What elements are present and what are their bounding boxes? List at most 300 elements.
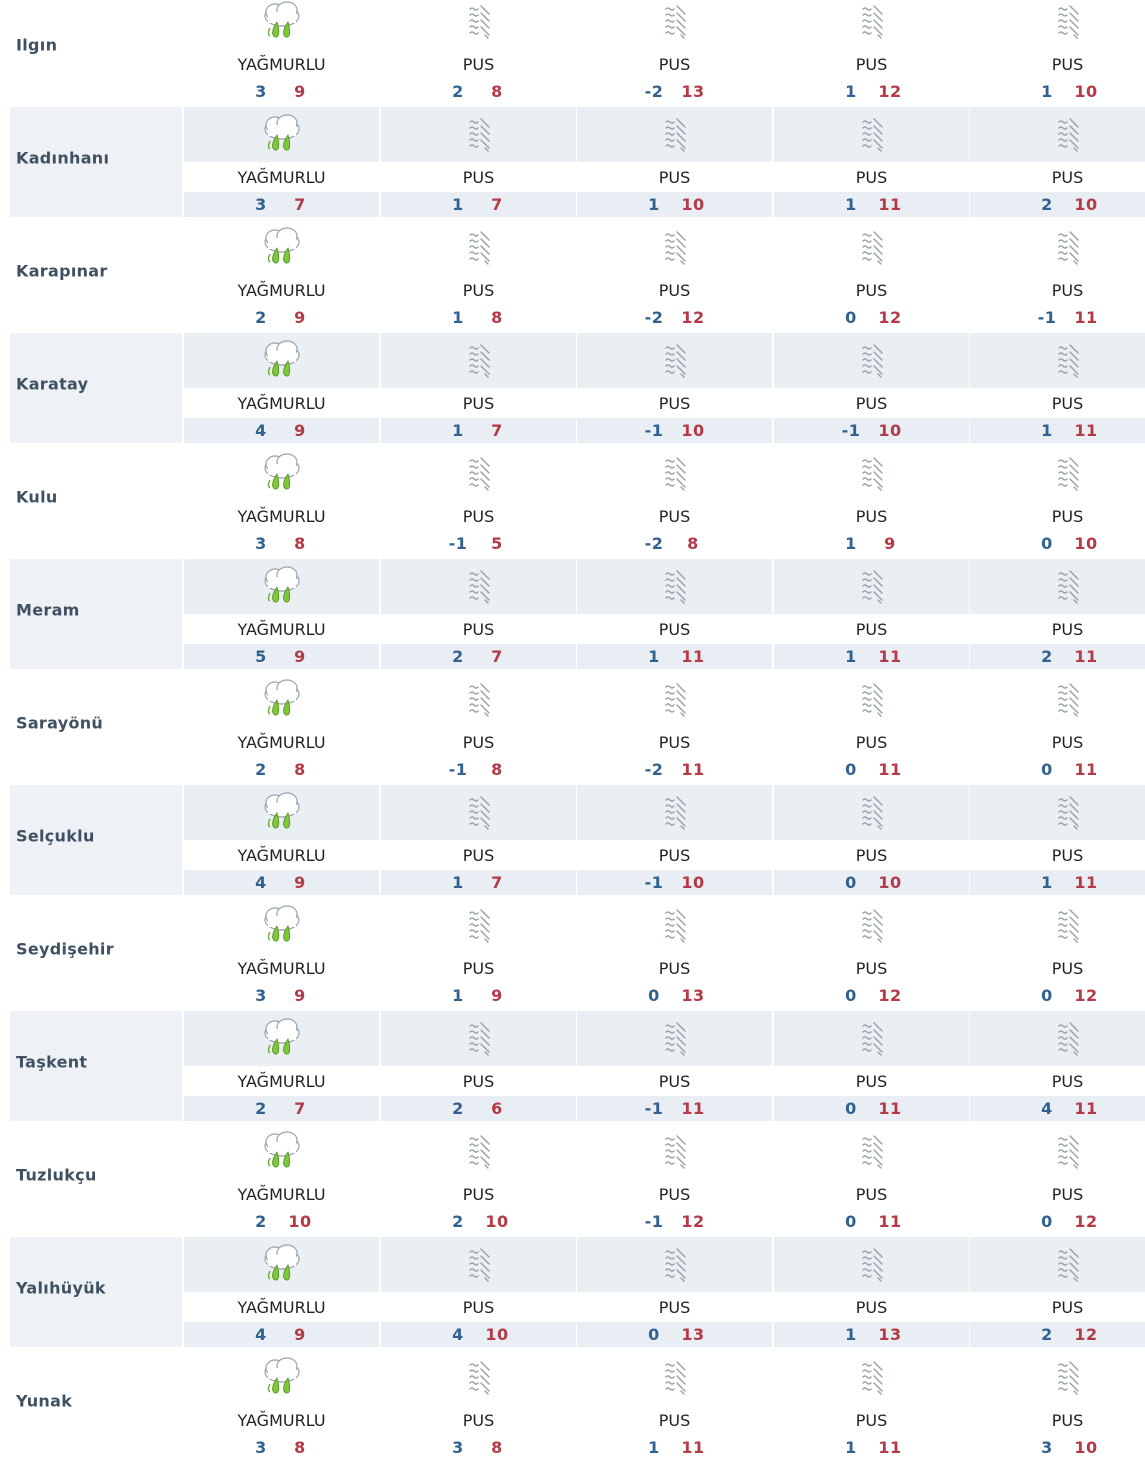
temperature-range bbox=[774, 531, 969, 556]
weather-icon-area bbox=[184, 559, 379, 614]
high-temperature: 7 bbox=[294, 195, 306, 214]
day-forecast-cell bbox=[774, 220, 969, 330]
mist-icon bbox=[1046, 226, 1090, 268]
mist-icon bbox=[653, 452, 697, 494]
high-temperature: 9 bbox=[294, 421, 306, 440]
high-temperature: 9 bbox=[491, 986, 503, 1005]
weather-icon-area bbox=[381, 0, 576, 49]
temperature-range bbox=[774, 1096, 969, 1121]
city-cell bbox=[10, 672, 182, 782]
weather-icon-area bbox=[774, 0, 969, 49]
day-forecast-cell bbox=[184, 1124, 379, 1234]
forecast-row bbox=[0, 220, 1145, 333]
condition-label: PUS bbox=[855, 733, 888, 752]
mist-icon bbox=[653, 339, 697, 381]
high-temperature: 12 bbox=[681, 308, 705, 327]
condition-label: PUS bbox=[462, 1072, 495, 1091]
weather-icon-area bbox=[970, 0, 1145, 49]
weather-icon-area bbox=[184, 898, 379, 953]
city-name: Kadınhanı bbox=[16, 148, 110, 168]
forecast-row bbox=[0, 446, 1145, 559]
low-temperature: 2 bbox=[1041, 1325, 1053, 1344]
weather-icon-area bbox=[774, 1350, 969, 1405]
condition-label: PUS bbox=[462, 55, 495, 74]
condition-label: PUS bbox=[1051, 1185, 1084, 1204]
mist-icon bbox=[850, 0, 894, 42]
high-temperature: 10 bbox=[878, 873, 902, 892]
weather-icon-area bbox=[774, 559, 969, 614]
forecast-row bbox=[0, 1350, 1145, 1463]
weather-icon-area bbox=[381, 107, 576, 162]
temperature-range bbox=[184, 79, 379, 104]
low-temperature: 2 bbox=[452, 647, 464, 666]
temperature-range bbox=[184, 1096, 379, 1121]
temperature-range bbox=[381, 870, 576, 895]
weather-icon-area bbox=[970, 1350, 1145, 1405]
temperature-range bbox=[381, 305, 576, 330]
mist-icon bbox=[1046, 113, 1090, 155]
high-temperature: 8 bbox=[491, 308, 503, 327]
mist-icon bbox=[653, 1356, 697, 1398]
condition-label: PUS bbox=[658, 394, 691, 413]
low-temperature: -1 bbox=[448, 534, 468, 553]
mist-icon bbox=[1046, 565, 1090, 607]
high-temperature: 9 bbox=[294, 82, 306, 101]
temperature-range bbox=[184, 1322, 379, 1347]
temperature-range bbox=[381, 418, 576, 443]
day-forecast-cell bbox=[381, 1237, 576, 1347]
day-forecast-cell bbox=[970, 220, 1145, 330]
day-forecast-cell bbox=[577, 107, 772, 217]
temperature-range bbox=[184, 418, 379, 443]
condition-label: PUS bbox=[658, 733, 691, 752]
forecast-row bbox=[0, 1237, 1145, 1350]
high-temperature: 11 bbox=[878, 1438, 902, 1457]
weather-icon-area bbox=[970, 1124, 1145, 1179]
weather-icon-area bbox=[381, 559, 576, 614]
forecast-row bbox=[0, 0, 1145, 107]
weather-icon-area bbox=[184, 446, 379, 501]
forecast-row bbox=[0, 333, 1145, 446]
temperature-range bbox=[577, 1322, 772, 1347]
low-temperature: 2 bbox=[452, 1099, 464, 1118]
rain-cloud-icon bbox=[260, 904, 304, 946]
weather-icon-area bbox=[970, 1237, 1145, 1292]
temperature-range bbox=[970, 757, 1145, 782]
mist-icon bbox=[457, 1130, 501, 1172]
day-forecast-cell bbox=[381, 220, 576, 330]
day-forecast-cell bbox=[774, 785, 969, 895]
forecast-row bbox=[0, 785, 1145, 898]
low-temperature: 1 bbox=[845, 647, 857, 666]
day-forecast-cell bbox=[774, 1124, 969, 1234]
high-temperature: 13 bbox=[681, 986, 705, 1005]
city-name: Tuzlukçu bbox=[16, 1165, 97, 1185]
low-temperature: 3 bbox=[255, 195, 267, 214]
mist-icon bbox=[850, 1356, 894, 1398]
temperature-range bbox=[184, 983, 379, 1008]
day-forecast-cell bbox=[970, 0, 1145, 104]
day-forecast-cell bbox=[381, 1350, 576, 1460]
temperature-range bbox=[970, 531, 1145, 556]
low-temperature: 1 bbox=[452, 421, 464, 440]
day-forecast-cell bbox=[970, 1350, 1145, 1460]
weather-icon-area bbox=[184, 333, 379, 388]
weather-icon-area bbox=[184, 107, 379, 162]
condition-label: YAĞMURLU bbox=[237, 959, 326, 978]
temperature-range bbox=[577, 644, 772, 669]
high-temperature: 11 bbox=[681, 760, 705, 779]
day-forecast-cell bbox=[184, 1350, 379, 1460]
condition-label: PUS bbox=[658, 55, 691, 74]
low-temperature: 3 bbox=[255, 534, 267, 553]
day-forecast-cell bbox=[577, 446, 772, 556]
day-forecast-cell bbox=[970, 898, 1145, 1008]
high-temperature: 10 bbox=[1074, 1438, 1098, 1457]
rain-cloud-icon bbox=[260, 0, 304, 42]
forecast-row bbox=[0, 672, 1145, 785]
mist-icon bbox=[850, 791, 894, 833]
weather-icon-area bbox=[381, 672, 576, 727]
condition-label: PUS bbox=[855, 507, 888, 526]
low-temperature: 1 bbox=[648, 1438, 660, 1457]
temperature-range bbox=[774, 79, 969, 104]
day-forecast-cell bbox=[774, 1237, 969, 1347]
condition-label: PUS bbox=[1051, 846, 1084, 865]
temperature-range bbox=[970, 1209, 1145, 1234]
rain-cloud-icon bbox=[260, 113, 304, 155]
temperature-range bbox=[381, 531, 576, 556]
day-forecast-cell bbox=[774, 0, 969, 104]
low-temperature: 1 bbox=[1041, 873, 1053, 892]
day-forecast-cell bbox=[577, 1011, 772, 1121]
low-temperature: 1 bbox=[845, 195, 857, 214]
condition-label: PUS bbox=[1051, 959, 1084, 978]
city-cell bbox=[10, 1124, 182, 1234]
low-temperature: 1 bbox=[1041, 82, 1053, 101]
rain-cloud-icon bbox=[260, 1017, 304, 1059]
city-cell bbox=[10, 898, 182, 1008]
high-temperature: 10 bbox=[1074, 534, 1098, 553]
high-temperature: 11 bbox=[1074, 308, 1098, 327]
day-forecast-cell bbox=[381, 333, 576, 443]
weather-icon-area bbox=[381, 220, 576, 275]
weather-icon-area bbox=[774, 333, 969, 388]
high-temperature: 9 bbox=[884, 534, 896, 553]
city-name: Seydişehir bbox=[16, 939, 114, 959]
condition-label: PUS bbox=[462, 1185, 495, 1204]
condition-label: PUS bbox=[462, 1298, 495, 1317]
low-temperature: 2 bbox=[1041, 195, 1053, 214]
condition-label: PUS bbox=[462, 1411, 495, 1430]
day-forecast-cell bbox=[970, 107, 1145, 217]
mist-icon bbox=[653, 1243, 697, 1285]
day-forecast-cell bbox=[381, 785, 576, 895]
mist-icon bbox=[457, 452, 501, 494]
condition-label: PUS bbox=[855, 846, 888, 865]
low-temperature: -1 bbox=[644, 421, 664, 440]
high-temperature: 11 bbox=[1074, 421, 1098, 440]
weather-icon-area bbox=[577, 785, 772, 840]
low-temperature: 4 bbox=[255, 421, 267, 440]
temperature-range bbox=[184, 1435, 379, 1460]
rain-cloud-icon bbox=[260, 226, 304, 268]
temperature-range bbox=[970, 1435, 1145, 1460]
condition-label: PUS bbox=[658, 1185, 691, 1204]
temperature-range bbox=[970, 1096, 1145, 1121]
high-temperature: 11 bbox=[1074, 760, 1098, 779]
day-forecast-cell bbox=[577, 1350, 772, 1460]
weather-icon-area bbox=[184, 1011, 379, 1066]
mist-icon bbox=[850, 452, 894, 494]
condition-label: PUS bbox=[462, 281, 495, 300]
condition-label: PUS bbox=[855, 394, 888, 413]
low-temperature: 3 bbox=[1041, 1438, 1053, 1457]
condition-label: PUS bbox=[855, 1298, 888, 1317]
weather-icon-area bbox=[577, 898, 772, 953]
day-forecast-cell bbox=[381, 559, 576, 669]
weather-icon-area bbox=[577, 107, 772, 162]
day-forecast-cell bbox=[970, 559, 1145, 669]
condition-label: PUS bbox=[1051, 1411, 1084, 1430]
temperature-range bbox=[774, 983, 969, 1008]
day-forecast-cell bbox=[774, 446, 969, 556]
high-temperature: 10 bbox=[485, 1212, 509, 1231]
high-temperature: 7 bbox=[294, 1099, 306, 1118]
condition-label: PUS bbox=[462, 168, 495, 187]
day-forecast-cell bbox=[184, 785, 379, 895]
day-forecast-cell bbox=[577, 672, 772, 782]
day-forecast-cell bbox=[184, 446, 379, 556]
day-forecast-cell bbox=[774, 107, 969, 217]
condition-label: PUS bbox=[1051, 620, 1084, 639]
high-temperature: 8 bbox=[491, 82, 503, 101]
mist-icon bbox=[457, 226, 501, 268]
rain-cloud-icon bbox=[260, 339, 304, 381]
temperature-range bbox=[184, 305, 379, 330]
day-forecast-cell bbox=[774, 1350, 969, 1460]
temperature-range bbox=[970, 305, 1145, 330]
weather-icon-area bbox=[774, 1124, 969, 1179]
high-temperature: 13 bbox=[681, 82, 705, 101]
day-forecast-cell bbox=[577, 220, 772, 330]
mist-icon bbox=[850, 1130, 894, 1172]
high-temperature: 11 bbox=[878, 1099, 902, 1118]
temperature-range bbox=[381, 192, 576, 217]
temperature-range bbox=[970, 644, 1145, 669]
temperature-range bbox=[577, 531, 772, 556]
temperature-range bbox=[970, 418, 1145, 443]
condition-label: YAĞMURLU bbox=[237, 1185, 326, 1204]
mist-icon bbox=[457, 678, 501, 720]
temperature-range bbox=[774, 305, 969, 330]
temperature-range bbox=[774, 1209, 969, 1234]
high-temperature: 11 bbox=[681, 647, 705, 666]
forecast-row bbox=[0, 1011, 1145, 1124]
low-temperature: 0 bbox=[845, 1099, 857, 1118]
weather-icon-area bbox=[577, 0, 772, 49]
rain-cloud-icon bbox=[260, 1356, 304, 1398]
high-temperature: 5 bbox=[491, 534, 503, 553]
city-cell bbox=[10, 1011, 182, 1121]
mist-icon bbox=[1046, 678, 1090, 720]
mist-icon bbox=[653, 113, 697, 155]
forecast-row bbox=[0, 107, 1145, 220]
temperature-range bbox=[577, 418, 772, 443]
condition-label: PUS bbox=[1051, 733, 1084, 752]
city-name: Kulu bbox=[16, 487, 58, 507]
day-forecast-cell bbox=[970, 333, 1145, 443]
condition-label: PUS bbox=[1051, 1298, 1084, 1317]
weather-icon-area bbox=[774, 107, 969, 162]
weather-icon-area bbox=[577, 333, 772, 388]
high-temperature: 9 bbox=[294, 647, 306, 666]
condition-label: YAĞMURLU bbox=[237, 733, 326, 752]
high-temperature: 8 bbox=[294, 534, 306, 553]
condition-label: YAĞMURLU bbox=[237, 507, 326, 526]
city-name: Taşkent bbox=[16, 1052, 88, 1072]
low-temperature: -1 bbox=[644, 1212, 664, 1231]
mist-icon bbox=[850, 226, 894, 268]
high-temperature: 10 bbox=[681, 873, 705, 892]
rain-cloud-icon bbox=[260, 1243, 304, 1285]
temperature-range bbox=[184, 1209, 379, 1234]
high-temperature: 11 bbox=[681, 1099, 705, 1118]
high-temperature: 13 bbox=[878, 1325, 902, 1344]
temperature-range bbox=[970, 870, 1145, 895]
temperature-range bbox=[577, 192, 772, 217]
weather-icon-area bbox=[774, 785, 969, 840]
rain-cloud-icon bbox=[260, 565, 304, 607]
condition-label: PUS bbox=[462, 507, 495, 526]
high-temperature: 11 bbox=[878, 760, 902, 779]
temperature-range bbox=[577, 870, 772, 895]
weather-icon-area bbox=[577, 446, 772, 501]
weather-icon-area bbox=[970, 446, 1145, 501]
weather-icon-area bbox=[970, 672, 1145, 727]
low-temperature: 3 bbox=[255, 1438, 267, 1457]
day-forecast-cell bbox=[184, 333, 379, 443]
high-temperature: 8 bbox=[294, 760, 306, 779]
day-forecast-cell bbox=[381, 672, 576, 782]
condition-label: PUS bbox=[855, 959, 888, 978]
high-temperature: 9 bbox=[294, 308, 306, 327]
forecast-row bbox=[0, 1124, 1145, 1237]
mist-icon bbox=[653, 565, 697, 607]
high-temperature: 12 bbox=[1074, 1325, 1098, 1344]
day-forecast-cell bbox=[577, 559, 772, 669]
day-forecast-cell bbox=[381, 1011, 576, 1121]
condition-label: PUS bbox=[1051, 1072, 1084, 1091]
city-name: Sarayönü bbox=[16, 713, 104, 733]
mist-icon bbox=[1046, 339, 1090, 381]
forecast-row bbox=[0, 559, 1145, 672]
day-forecast-cell bbox=[970, 672, 1145, 782]
high-temperature: 11 bbox=[1074, 873, 1098, 892]
condition-label: PUS bbox=[1051, 394, 1084, 413]
condition-label: PUS bbox=[658, 620, 691, 639]
weather-icon-area bbox=[774, 1011, 969, 1066]
weather-icon-area bbox=[184, 1237, 379, 1292]
temperature-range bbox=[774, 192, 969, 217]
low-temperature: 1 bbox=[452, 195, 464, 214]
low-temperature: 0 bbox=[648, 986, 660, 1005]
city-name: Yunak bbox=[16, 1391, 73, 1411]
day-forecast-cell bbox=[774, 333, 969, 443]
weather-icon-area bbox=[381, 1350, 576, 1405]
temperature-range bbox=[577, 757, 772, 782]
mist-icon bbox=[850, 678, 894, 720]
weather-icon-area bbox=[577, 1124, 772, 1179]
mist-icon bbox=[850, 1017, 894, 1059]
condition-label: YAĞMURLU bbox=[237, 281, 326, 300]
weather-icon-area bbox=[774, 898, 969, 953]
temperature-range bbox=[577, 1435, 772, 1460]
rain-cloud-icon bbox=[260, 452, 304, 494]
weather-icon-area bbox=[774, 1237, 969, 1292]
high-temperature: 10 bbox=[288, 1212, 312, 1231]
mist-icon bbox=[653, 1017, 697, 1059]
low-temperature: 1 bbox=[845, 82, 857, 101]
mist-icon bbox=[457, 565, 501, 607]
high-temperature: 10 bbox=[681, 195, 705, 214]
condition-label: PUS bbox=[462, 620, 495, 639]
day-forecast-cell bbox=[184, 1237, 379, 1347]
weather-icon-area bbox=[184, 1350, 379, 1405]
temperature-range bbox=[381, 1209, 576, 1234]
day-forecast-cell bbox=[774, 672, 969, 782]
mist-icon bbox=[1046, 452, 1090, 494]
temperature-range bbox=[970, 192, 1145, 217]
day-forecast-cell bbox=[970, 1124, 1145, 1234]
high-temperature: 10 bbox=[878, 421, 902, 440]
temperature-range bbox=[577, 983, 772, 1008]
mist-icon bbox=[850, 113, 894, 155]
mist-icon bbox=[457, 0, 501, 42]
city-cell bbox=[10, 785, 182, 895]
day-forecast-cell bbox=[184, 1011, 379, 1121]
mist-icon bbox=[457, 113, 501, 155]
condition-label: YAĞMURLU bbox=[237, 394, 326, 413]
condition-label: YAĞMURLU bbox=[237, 168, 326, 187]
low-temperature: 1 bbox=[452, 986, 464, 1005]
weather-icon-area bbox=[381, 1124, 576, 1179]
day-forecast-cell bbox=[577, 898, 772, 1008]
city-cell bbox=[10, 220, 182, 330]
low-temperature: 0 bbox=[845, 760, 857, 779]
city-cell bbox=[10, 0, 182, 104]
condition-label: PUS bbox=[658, 1411, 691, 1430]
mist-icon bbox=[457, 1356, 501, 1398]
low-temperature: 4 bbox=[255, 873, 267, 892]
mist-icon bbox=[653, 226, 697, 268]
low-temperature: 1 bbox=[845, 534, 857, 553]
condition-label: PUS bbox=[462, 846, 495, 865]
rain-cloud-icon bbox=[260, 678, 304, 720]
day-forecast-cell bbox=[970, 1011, 1145, 1121]
temperature-range bbox=[970, 983, 1145, 1008]
low-temperature: 1 bbox=[452, 873, 464, 892]
weather-icon-area bbox=[774, 672, 969, 727]
mist-icon bbox=[850, 339, 894, 381]
low-temperature: -1 bbox=[841, 421, 861, 440]
day-forecast-cell bbox=[577, 0, 772, 104]
high-temperature: 6 bbox=[491, 1099, 503, 1118]
high-temperature: 11 bbox=[1074, 1099, 1098, 1118]
high-temperature: 10 bbox=[1074, 195, 1098, 214]
weather-icon-area bbox=[184, 785, 379, 840]
temperature-range bbox=[774, 644, 969, 669]
